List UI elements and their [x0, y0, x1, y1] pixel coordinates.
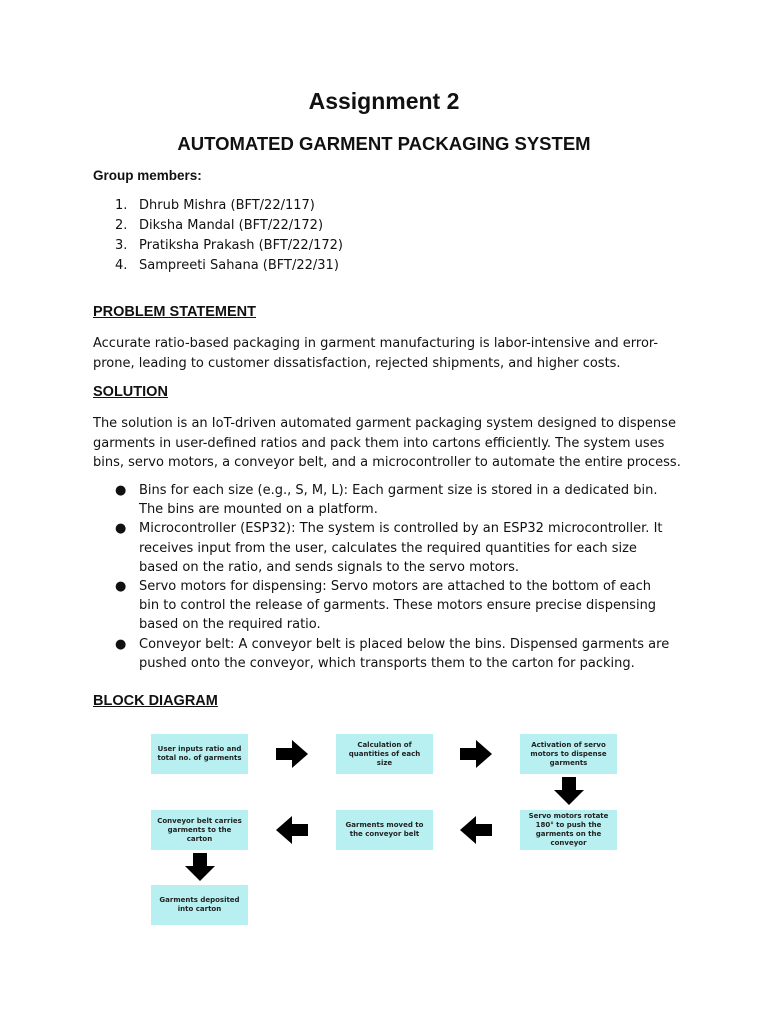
list-item	[115, 635, 675, 673]
bullet-icon: ●	[115, 483, 127, 498]
box-belt-carries: Conveyor belt carries garments to the carton	[151, 810, 248, 850]
box-calculation: Calculation of quantities of each size	[336, 734, 433, 774]
bullet-text: Microcontroller (ESP32): The system is controlled by an ESP32 microcontroller. It receives input from the user, calculates the required quantities for each size based on the ratio, and sends signals to the servo motors.	[139, 521, 663, 575]
list-item	[115, 236, 343, 256]
box-moved-to-belt: Garments moved to the conveyor belt	[336, 810, 433, 850]
list-item	[115, 196, 343, 216]
box-servo-rotate: Servo motors rotate 180° to push the garments on the conveyor	[520, 810, 617, 850]
list-item	[115, 577, 675, 635]
problem-statement-heading: PROBLEM STATEMENT	[93, 304, 256, 320]
solution-text: The solution is an IoT-driven automated garment packaging system designed to dispense garments in user-defined ratios and pack them into cartons efficiently. The system uses bins, servo motors, a conveyor belt, and a microcontroller to automate the entire process.	[93, 416, 681, 470]
problem-statement-text: Accurate ratio-based packaging in garment manufacturing is labor-intensive and error-prone, leading to customer dissatisfaction, rejected shipments, and higher costs.	[93, 336, 659, 371]
bullet-text: Bins for each size (e.g., S, M, L): Each garment size is stored in a dedicated bin. The bins are mounted on a platform.	[139, 483, 658, 518]
bullet-icon: ●	[115, 579, 127, 595]
list-number: 3.	[115, 238, 128, 253]
list-number: 4.	[115, 258, 128, 273]
group-members-list	[115, 196, 343, 276]
solution-heading: SOLUTION	[93, 384, 168, 400]
arrow-left-icon	[276, 816, 308, 844]
box-deposited: Garments deposited into carton	[151, 885, 248, 925]
arrow-right-icon	[460, 740, 492, 768]
box-activation: Activation of servo motors to dispense garments	[520, 734, 617, 774]
solution-bullet-list	[115, 481, 675, 673]
list-item	[115, 216, 343, 236]
member-name: Pratiksha Prakash (BFT/22/172)	[139, 238, 343, 253]
list-item	[115, 481, 675, 519]
bullet-icon: ●	[115, 521, 127, 537]
box-user-input: User inputs ratio and total no. of garments	[151, 734, 248, 774]
arrow-down-icon	[185, 853, 215, 881]
list-item	[115, 519, 675, 577]
member-name: Diksha Mandal (BFT/22/172)	[139, 218, 324, 233]
arrow-down-icon	[554, 777, 584, 805]
bullet-text: Conveyor belt: A conveyor belt is placed below the bins. Dispensed garments are pushed onto the conveyor, which transports them to the carton for packing.	[139, 636, 670, 671]
document-subtitle: AUTOMATED GARMENT PACKAGING SYSTEM	[177, 133, 591, 154]
member-name: Sampreeti Sahana (BFT/22/31)	[139, 258, 339, 273]
list-number: 2.	[115, 218, 128, 233]
bullet-icon: ●	[115, 636, 127, 652]
arrow-left-icon	[460, 816, 492, 844]
member-name: Dhrub Mishra (BFT/22/117)	[139, 198, 315, 213]
bullet-text: Servo motors for dispensing: Servo motors are attached to the bottom of each bin to control the release of garments. These motors ensure precise dispensing based on the required ratio.	[139, 579, 657, 633]
block-diagram-heading: BLOCK DIAGRAM	[93, 693, 218, 709]
list-number: 1.	[115, 198, 128, 213]
list-item	[115, 256, 343, 276]
group-members-label: Group members:	[93, 168, 202, 183]
document-title: Assignment 2	[308, 88, 460, 114]
arrow-right-icon	[276, 740, 308, 768]
